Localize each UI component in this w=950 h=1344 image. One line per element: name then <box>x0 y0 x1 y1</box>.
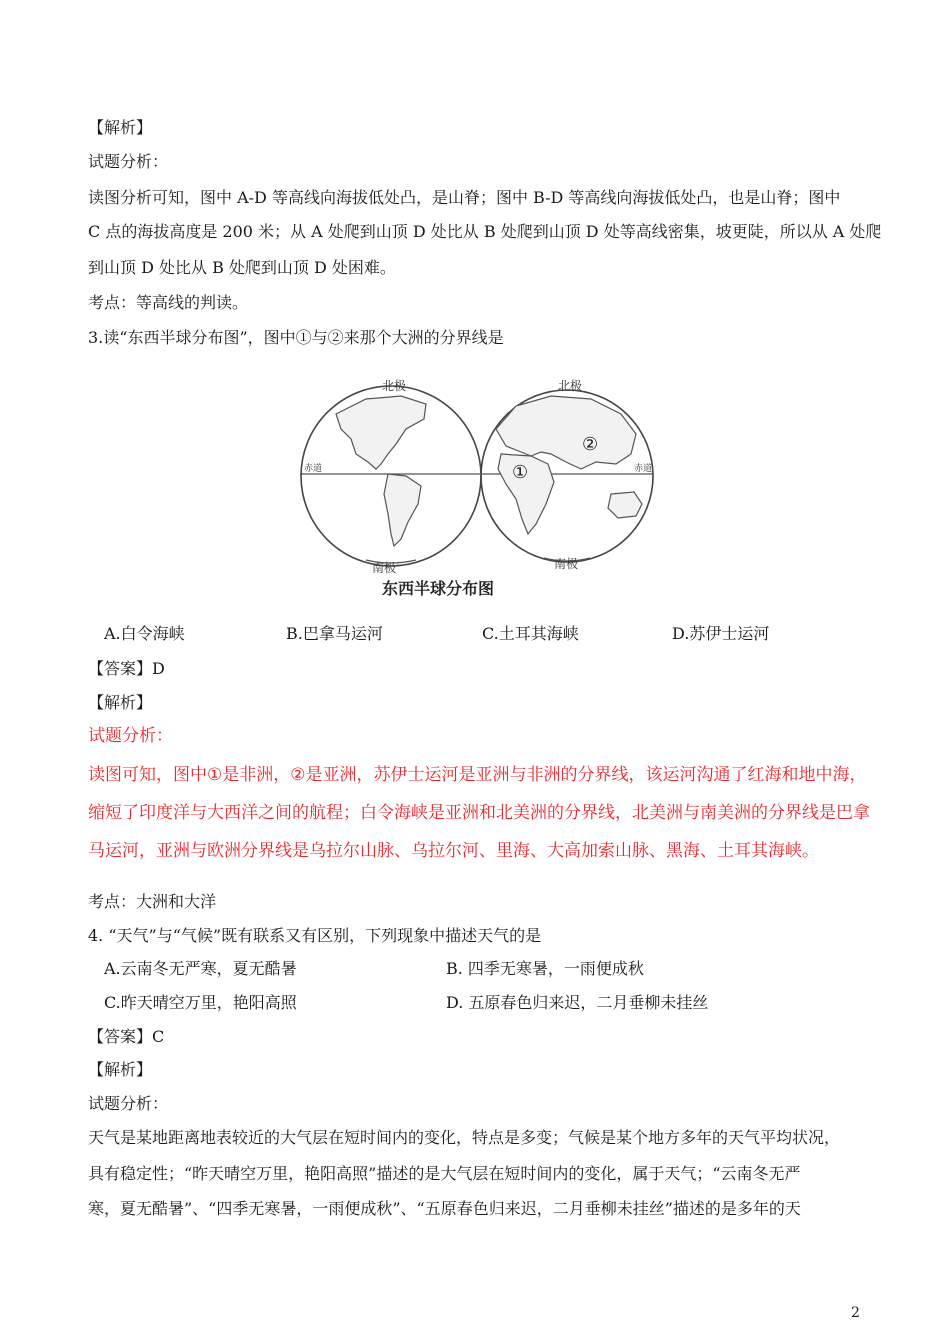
q3-answer: 【答案】D <box>88 659 165 678</box>
q4-question: 4. “天气”与“气候”既有联系又有区别，下列现象中描述天气的是 <box>88 926 542 945</box>
q4-option-a: A.云南冬无严寒，夏无酷暑 <box>104 959 297 978</box>
marker-1-africa: ① <box>512 462 529 483</box>
north-america-landmass <box>336 396 426 469</box>
q3-option-c: C.土耳其海峡 <box>482 624 579 643</box>
q2-analysis-line: 读图分析可知，图中 A-D 等高线向海拔低处凸，是山脊；图中 B-D 等高线向海拔低处凸，也是山脊；图中 <box>88 188 841 207</box>
q4-analysis-line: 寒，夏无酷暑”、“四季无寒暑，一雨便成秋”、“五原春色归来迟，二月垂柳未挂丝”描述的是多年的天 <box>88 1199 801 1218</box>
q3-analysis-label: 试题分析： <box>88 726 173 746</box>
q3-question: 3.读“东西半球分布图”，图中①与②来那个大洲的分界线是 <box>88 328 504 347</box>
equator-label-east: 赤道 <box>634 464 653 474</box>
q4-answer: 【答案】C <box>88 1027 165 1046</box>
equator-label-west: 赤道 <box>304 464 323 474</box>
south-pole-label-east: 南极 <box>554 557 579 571</box>
hemisphere-map-figure <box>296 374 658 602</box>
q3-analysis-line: 马运河，亚洲与欧洲分界线是乌拉尔山脉、乌拉尔河、里海、大高加索山脉、黑海、土耳其海峡。 <box>88 841 819 861</box>
north-pole-label-east: 北极 <box>558 379 583 393</box>
australia-landmass <box>608 492 642 518</box>
q4-analysis-line: 天气是某地距离地表较近的大气层在短时间内的变化，特点是多变；气候是某个地方多年的天气平均状况， <box>88 1128 841 1147</box>
north-pole-label-west: 北极 <box>382 379 407 393</box>
q4-analysis-label: 试题分析： <box>88 1094 169 1113</box>
q3-option-d: D.苏伊士运河 <box>672 624 770 643</box>
q3-option-b: B.巴拿马运河 <box>286 624 383 643</box>
q4-option-c: C.昨天晴空万里，艳阳高照 <box>104 993 297 1012</box>
q2-analysis-line: 到山顶 D 处比从 B 处爬到山顶 D 处困难。 <box>88 258 396 277</box>
page-number: 2 <box>851 1305 860 1321</box>
q3-analysis-line: 缩短了印度洋与大西洋之间的航程；白令海峡是亚洲和北美洲的分界线，北美洲与南美洲的分界线是巴拿 <box>88 803 870 823</box>
q2-kaodian: 考点：等高线的判读。 <box>88 293 249 312</box>
q4-option-b: B. 四季无寒暑，一雨便成秋 <box>446 959 644 978</box>
q3-analysis-line: 读图可知，图中①是非洲，②是亚洲，苏伊士运河是亚洲与非洲的分界线，该运河沟通了红海和地中海， <box>88 765 867 785</box>
q3-kaodian: 考点：大洲和大洋 <box>88 892 217 911</box>
q3-option-a: A.白令海峡 <box>104 624 185 643</box>
q4-option-d: D. 五原春色归来迟，二月垂柳未挂丝 <box>446 993 709 1012</box>
figure-caption: 东西半球分布图 <box>382 579 495 598</box>
q2-analysis-label: 试题分析： <box>88 152 169 171</box>
q2-analysis-line: C 点的海拔高度是 200 米；从 A 处爬到山顶 D 处比从 B 处爬到山顶 D 处等高线密集，坡更陡，所以从 A 处爬 <box>88 222 882 241</box>
south-america-landmass <box>384 474 421 546</box>
q4-jiexi-header: 【解析】 <box>88 1060 153 1079</box>
south-pole-label-west: 南极 <box>372 561 397 575</box>
q2-jiexi-header: 【解析】 <box>88 118 153 137</box>
marker-2-asia: ② <box>582 434 599 455</box>
q3-jiexi-header: 【解析】 <box>88 693 153 712</box>
q4-analysis-line: 具有稳定性；“昨天晴空万里，艳阳高照”描述的是大气层在短时间内的变化，属于天气；“云南冬无严 <box>88 1164 801 1183</box>
